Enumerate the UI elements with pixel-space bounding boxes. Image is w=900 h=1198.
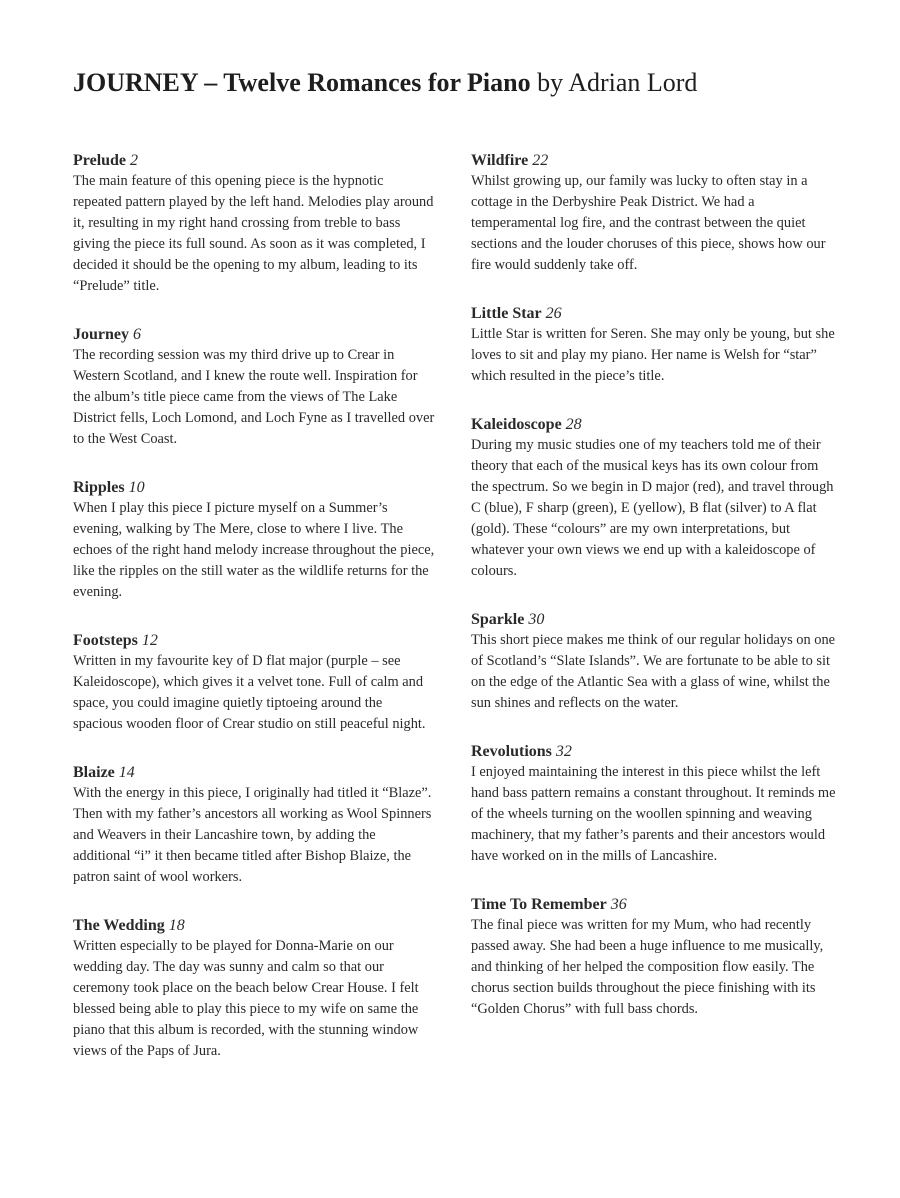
title-author: by Adrian Lord xyxy=(537,68,698,97)
entry-name: Journey xyxy=(73,326,129,343)
entry-time-to-remember xyxy=(471,894,836,1020)
entry-heading xyxy=(73,477,435,498)
entry-page-number: 30 xyxy=(528,611,545,628)
entry-name: Footsteps xyxy=(73,632,138,649)
entry-name: Kaleidoscope xyxy=(471,416,562,433)
entry-heading xyxy=(73,324,435,345)
entry-description: The recording session was my third drive up to Crear in Western Scotland, and I knew the route well. Inspiration for the album’s title piece came from the views of The Lake District fells, Loch Lomond, and Loch Fyne as I travelled over to the West Coast. xyxy=(73,347,435,447)
entry-name: Blaize xyxy=(73,764,115,781)
entry-page-number: 32 xyxy=(555,743,572,760)
entry-name: Revolutions xyxy=(471,743,552,760)
entry-the-wedding xyxy=(73,915,435,1062)
entry-heading xyxy=(471,414,836,435)
entry-page-number: 26 xyxy=(545,305,562,322)
entry-heading xyxy=(471,894,836,915)
entry-name: Ripples xyxy=(73,479,125,496)
entry-page-number: 10 xyxy=(128,479,145,496)
entry-heading xyxy=(471,609,836,630)
entry-description: Written especially to be played for Donna-Marie on our wedding day. The day was sunny and calm so that our ceremony took place on the beach below Crear House. I felt blessed being able to play this piece to my wife on same the piano that this album is recorded, with the stunning window views of the Paps of Jura. xyxy=(73,938,419,1059)
entry-description: When I play this piece I picture myself on a Summer’s evening, walking by The Mere, close to where I live. The echoes of the right hand melody increase throughout the piece, like the ripples on the still water as the wildlife returns for the evening. xyxy=(73,500,435,600)
entry-page-number: 36 xyxy=(610,896,627,913)
entry-little-star xyxy=(471,303,836,387)
entry-heading xyxy=(73,630,435,651)
entry-page-number: 22 xyxy=(532,152,549,169)
entry-name: Prelude xyxy=(73,152,127,169)
entry-kaleidoscope xyxy=(471,414,836,582)
entry-wildfire xyxy=(471,150,836,276)
entry-description: Little Star is written for Seren. She may only be young, but she loves to sit and play my piano. Her name is Welsh for “star” which resulted in the piece’s title. xyxy=(471,326,835,384)
entry-page-number: 6 xyxy=(133,326,141,343)
right-column xyxy=(471,150,836,1020)
entry-description: This short piece makes me think of our regular holidays on one of Scotland’s “Slate Islands”. We are fortunate to be able to sit on the edge of the Atlantic Sea with a glass of wine, whilst the sun shines and reflects on the water. xyxy=(471,632,836,711)
entry-name: The Wedding xyxy=(73,917,165,934)
entry-heading xyxy=(471,150,836,171)
page-title xyxy=(73,68,697,98)
entry-prelude xyxy=(73,150,435,297)
entry-description: I enjoyed maintaining the interest in this piece whilst the left hand bass pattern remains a constant throughout. It reminds me of the wheels turning on the woollen spinning and weaving machinery, that my father’s parents and their ancestors would have worked on in the mills of Lancashire. xyxy=(471,764,836,864)
left-column xyxy=(73,150,435,1062)
entry-description: The final piece was written for my Mum, who had recently passed away. She had been a huge influence to me musically, and thinking of her helped the composition flow easily. The chorus section builds throughout the piece finishing with its “Golden Chorus” with full bass chords. xyxy=(471,917,824,1017)
entry-page-number: 18 xyxy=(168,917,185,934)
entry-ripples xyxy=(73,477,435,603)
entry-page-number: 28 xyxy=(565,416,582,433)
entry-page-number: 14 xyxy=(118,764,135,781)
entry-description: Whilst growing up, our family was lucky to often stay in a cottage in the Derbyshire Peak District. We had a temperamental log fire, and the contrast between the quiet sections and the louder choruses of this piece, shows how our fire would suddenly take off. xyxy=(471,173,826,273)
title-main: JOURNEY – Twelve Romances for Piano xyxy=(73,68,531,97)
entry-description: During my music studies one of my teachers told me of their theory that each of the musical keys has its own colour from the spectrum. So we begin in D major (red), and travel through C (blue), F sharp (green), E (yellow), B flat (silver) to A flat (gold). These “colours” are my own interpretations, but whatever your own views we end up with a kaleidoscope of colours. xyxy=(471,437,834,579)
entry-description: The main feature of this opening piece is the hypnotic repeated pattern played by the left hand. Melodies play around it, resulting in my right hand crossing from treble to bass giving the piece its full sound. As soon as it was completed, I decided it should be the opening to my album, leading to its “Prelude” title. xyxy=(73,173,434,294)
entry-heading xyxy=(73,762,435,783)
entry-heading xyxy=(73,150,435,171)
entry-sparkle xyxy=(471,609,836,714)
entry-description: With the energy in this piece, I originally had titled it “Blaze”. Then with my father’s ancestors all working as Wool Spinners and Weavers in their Lancashire town, by adding the additional “i” it then became titled after Bishop Blaize, the patron saint of wool workers. xyxy=(73,785,432,885)
entry-footsteps xyxy=(73,630,435,735)
entry-heading xyxy=(73,915,435,936)
entry-name: Wildfire xyxy=(471,152,529,169)
entry-description: Written in my favourite key of D flat major (purple – see Kaleidoscope), which gives it a velvet tone. Full of calm and space, you could imagine quietly tiptoeing around the spacious wooden floor of Crear studio on still peaceful night. xyxy=(73,653,426,732)
entry-heading xyxy=(471,741,836,762)
entry-name: Sparkle xyxy=(471,611,525,628)
entry-page-number: 12 xyxy=(141,632,158,649)
entry-blaize xyxy=(73,762,435,888)
entry-heading xyxy=(471,303,836,324)
entry-name: Little Star xyxy=(471,305,542,322)
entry-journey xyxy=(73,324,435,450)
entry-name: Time To Remember xyxy=(471,896,607,913)
entry-page-number: 2 xyxy=(130,152,139,169)
entry-revolutions xyxy=(471,741,836,867)
